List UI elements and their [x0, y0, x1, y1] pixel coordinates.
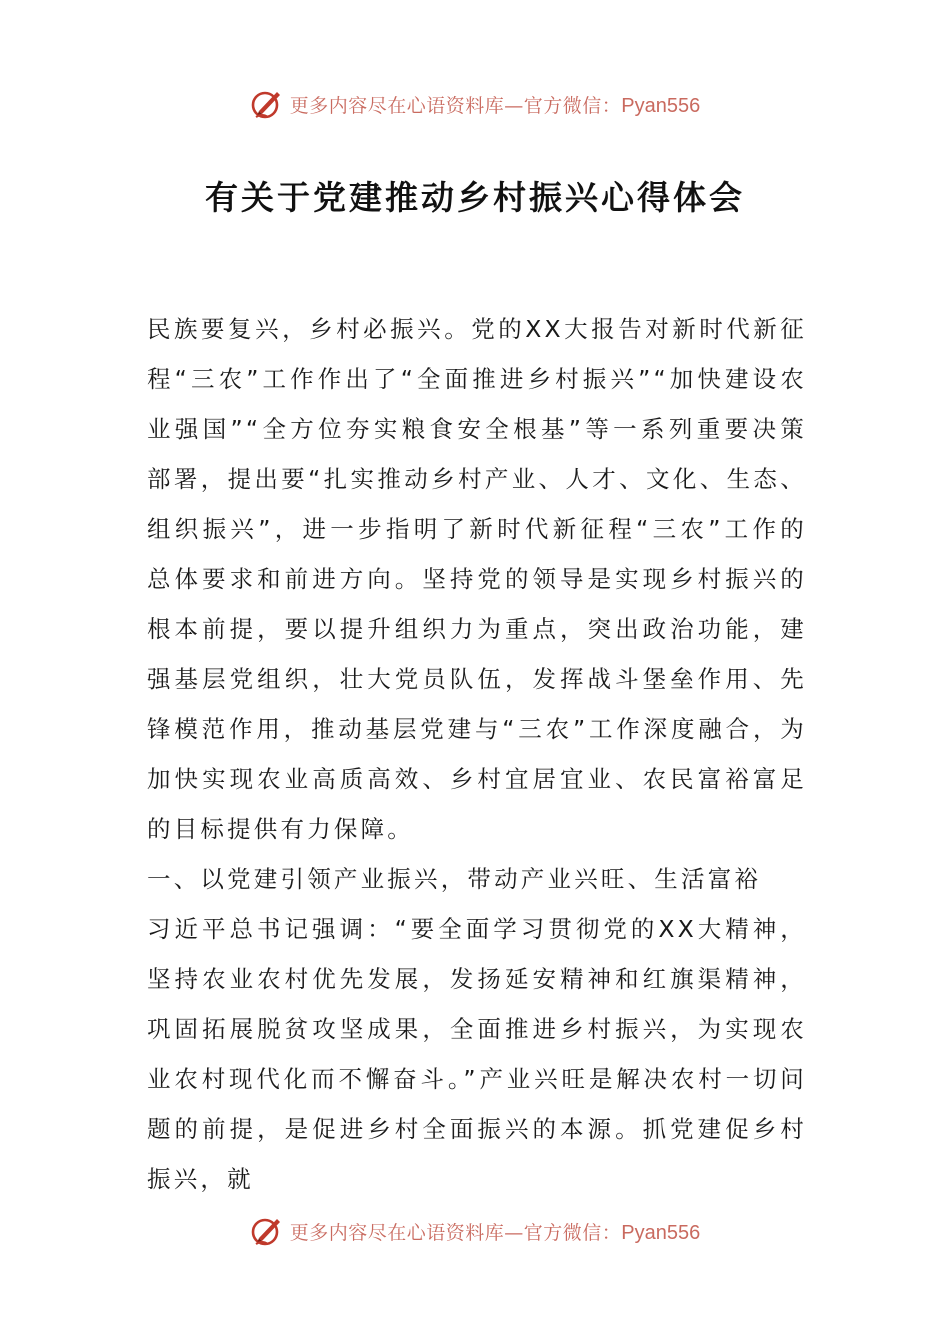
watermark-text: 更多内容尽在心语资料库—官方微信：Pyan556 [289, 94, 701, 117]
paragraph-intro: 民族要复兴，乡村必振兴。党的XX大报告对新时代新征程“三农”工作作出了“全面推进乡村振兴”“加快建设农业强国”“全方位夯实粮食安全根基”等一系列重要决策部署，提出要“扎实推动乡村产业、人才、文化、生态、组织振兴”，进一步指明了新时代新征程“三农”工作的总体要求和前进方向。坚持党的领导是实现乡村振兴的根本前提，要以提升组织力为重点，突出政治功能，建强基层党组织，壮大党员队伍，发挥战斗堡垒作用、先锋模范作用，推动基层党建与“三农”工作深度融合，为加快实现农业高质高效、乡村宜居宜业、农民富裕富足的目标提供有力保障。 [147, 315, 807, 843]
section-heading-1: 一、以党建引领产业振兴，带动产业兴旺、生活富裕 [147, 865, 762, 893]
document-title: 有关于党建推动乡村振兴心得体会 [205, 178, 745, 217]
document-body [147, 304, 807, 1204]
paragraph-section-1: 习近平总书记强调：“要全面学习贯彻党的XX大精神，坚持农业农村优先发展，发扬延安精神和红旗渠精神，巩固拓展脱贫攻坚成果，全面推进乡村振兴，为实现农业农村现代化而不懈奋斗。”产业兴旺是解决农村一切问题的前提，是促进乡村全面振兴的本源。抓党建促乡村振兴，就 [147, 915, 807, 1193]
pen-logo-icon [250, 1214, 284, 1248]
watermark-header [0, 84, 950, 124]
watermark-footer [0, 1211, 950, 1251]
watermark-wechat-id: Pyan556 [621, 94, 701, 117]
pen-logo-icon [250, 87, 284, 121]
watermark-wechat-id: Pyan556 [621, 1221, 701, 1244]
watermark-text: 更多内容尽在心语资料库—官方微信：Pyan556 [289, 1221, 701, 1244]
